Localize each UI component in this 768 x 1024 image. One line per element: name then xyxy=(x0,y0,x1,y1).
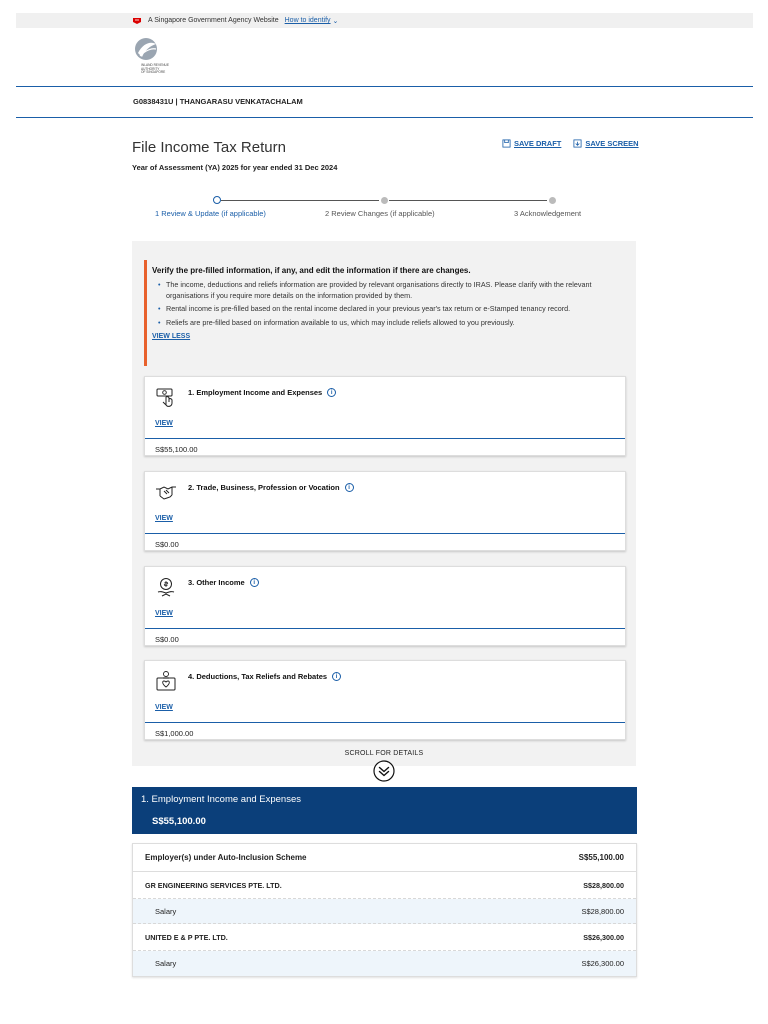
info-icon[interactable]: i xyxy=(332,672,341,681)
card-divider xyxy=(145,533,625,534)
table-header-value: S$55,100.00 xyxy=(578,853,624,862)
step-2-label: 2 Review Changes (if applicable) xyxy=(325,209,435,218)
section-title: 1. Employment Income and Expenses xyxy=(141,794,302,805)
page-actions xyxy=(502,139,639,148)
employment-view-link[interactable]: VIEW xyxy=(155,420,173,427)
logo-caption xyxy=(141,64,175,75)
header-divider-top xyxy=(16,86,753,87)
info-icon[interactable]: i xyxy=(327,388,336,397)
save-draft-label: SAVE DRAFT xyxy=(514,139,562,148)
other-income-view-link[interactable]: VIEW xyxy=(155,610,173,617)
save-draft-button[interactable] xyxy=(502,139,561,148)
employment-income-table xyxy=(132,843,637,977)
income-item-amount: S$26,300.00 xyxy=(581,959,624,968)
card-divider xyxy=(145,438,625,439)
section-total: S$55,100.00 xyxy=(152,816,206,827)
card-amount: S$55,100.00 xyxy=(155,445,198,454)
notice-bullet: • Rental income is pre-filled based on the rental income declared in your previous year's tax return or e-Stamped tenancy record. xyxy=(160,304,624,315)
lion-head-icon xyxy=(132,17,142,25)
card-title-text: 3. Other Income xyxy=(188,578,245,587)
card-title xyxy=(188,578,259,587)
income-item-amount: S$28,800.00 xyxy=(581,906,624,916)
card-amount: S$1,000.00 xyxy=(155,729,194,738)
employer-name: UNITED E & P PTE. LTD. xyxy=(145,932,228,942)
notice-heading: Verify the pre-filled information, if any, and edit the information if there are changes. xyxy=(152,266,471,275)
save-draft-icon xyxy=(502,139,511,148)
employer-amount: S$26,300.00 xyxy=(583,932,624,942)
save-screen-icon xyxy=(573,139,582,148)
card-title xyxy=(188,483,354,492)
step-connector xyxy=(221,200,379,201)
trade-view-link[interactable]: VIEW xyxy=(155,515,173,522)
page-title: File Income Tax Return xyxy=(132,139,286,156)
table-header-label: Employer(s) under Auto-Inclusion Scheme xyxy=(145,853,307,862)
view-less-link[interactable]: VIEW LESS xyxy=(152,333,191,340)
card-title-text: 2. Trade, Business, Profession or Vocation xyxy=(188,483,340,492)
table-row xyxy=(133,899,636,924)
info-icon[interactable]: i xyxy=(345,483,354,492)
card-amount: S$0.00 xyxy=(155,635,179,644)
deductions-view-link[interactable]: VIEW xyxy=(155,704,173,711)
table-header-row xyxy=(133,844,636,872)
table-row xyxy=(133,924,636,951)
income-item-label: Salary xyxy=(155,906,177,916)
notice-list xyxy=(152,280,624,328)
table-row xyxy=(133,951,636,976)
how-to-identify-link[interactable]: How to identify xyxy=(284,17,331,24)
card-divider xyxy=(145,628,625,629)
double-chevron-down-icon[interactable] xyxy=(373,760,395,782)
employer-name: GR ENGINEERING SERVICES PTE. LTD. xyxy=(145,880,282,890)
step-3-label: 3 Acknowledgement xyxy=(514,209,582,218)
employer-amount: S$28,800.00 xyxy=(583,880,624,890)
notice-bullet: • The income, deductions and reliefs information are provided by relevant organisations directly to IRAS. Please clarify with the relevant organisations if you require more details on the information provided by them. xyxy=(160,280,624,301)
save-screen-label: SAVE SCREEN xyxy=(585,139,639,148)
coin-hand-icon xyxy=(155,576,177,598)
table-row xyxy=(133,872,636,899)
card-title xyxy=(188,388,336,397)
card-title-text: 4. Deductions, Tax Reliefs and Rebates xyxy=(188,672,328,681)
other-income-card xyxy=(144,566,626,646)
user-identity: G0838431U | THANGARASU VENKATACHALAM xyxy=(133,97,303,106)
step-3-indicator xyxy=(549,197,556,204)
deductions-card xyxy=(144,660,626,740)
income-item-label: Salary xyxy=(155,959,177,968)
step-2-indicator xyxy=(381,197,388,204)
employment-income-card xyxy=(144,376,626,456)
handshake-icon xyxy=(155,481,177,503)
info-icon[interactable]: i xyxy=(250,578,259,587)
scroll-for-details-text: SCROLL FOR DETAILS xyxy=(344,750,424,757)
header-divider-bottom xyxy=(16,117,753,118)
step-connector xyxy=(389,200,547,201)
progress-stepper xyxy=(132,195,636,225)
logo-line: AUTHORITY xyxy=(141,66,160,71)
notice-bullet: • Reliefs are pre-filled based on information available to us, which may include reliefs allowed to you previously. xyxy=(160,318,624,329)
money-hand-icon xyxy=(155,386,177,408)
employment-section-header xyxy=(132,787,637,834)
logo-line: INLAND REVENUE xyxy=(141,63,169,67)
logo-line: OF SINGAPORE xyxy=(141,70,166,75)
prefill-notice xyxy=(144,260,624,366)
government-masthead xyxy=(16,13,753,28)
card-amount: S$0.00 xyxy=(155,540,179,549)
save-screen-button[interactable] xyxy=(573,139,638,148)
trade-business-card xyxy=(144,471,626,551)
year-of-assessment: Year of Assessment (YA) 2025 for year ended 31 Dec 2024 xyxy=(132,163,338,172)
step-1-label: 1 Review & Update (if applicable) xyxy=(155,209,266,218)
card-divider xyxy=(145,722,625,723)
step-1-indicator xyxy=(213,196,221,204)
card-title xyxy=(188,672,341,681)
donation-box-icon xyxy=(155,670,177,692)
gov-agency-text: A Singapore Government Agency Website xyxy=(148,17,279,24)
card-title-text: 1. Employment Income and Expenses xyxy=(188,388,323,397)
chevron-down-icon[interactable]: ⌄ xyxy=(332,17,339,25)
